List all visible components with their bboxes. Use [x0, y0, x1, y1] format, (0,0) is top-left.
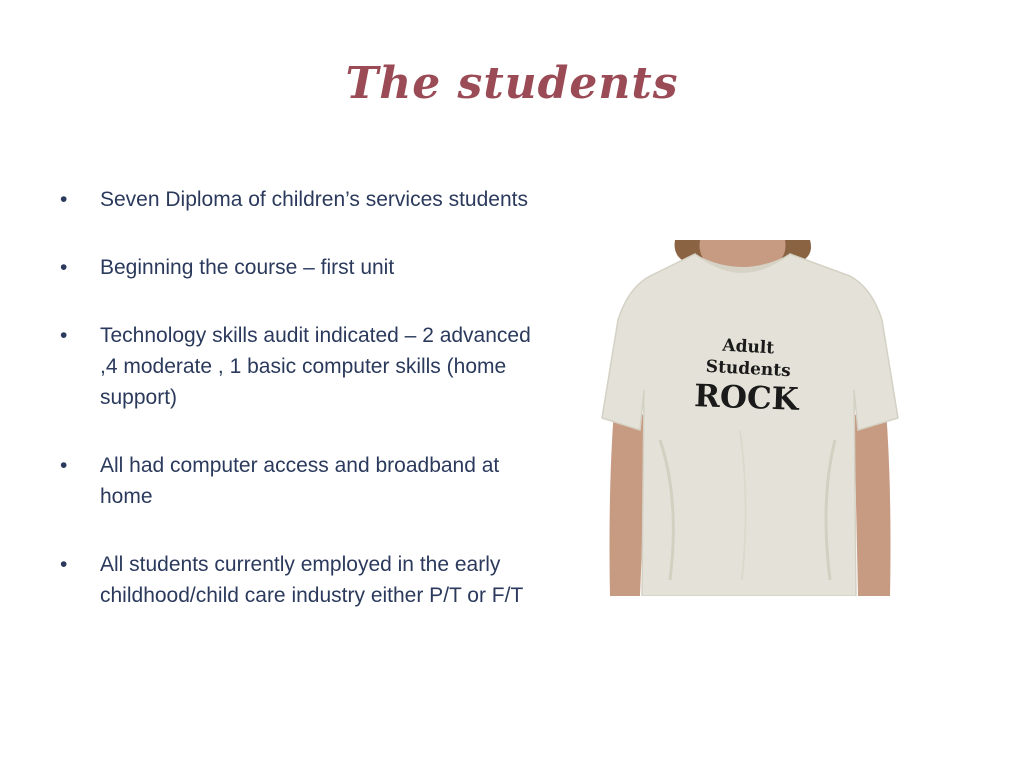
shirt-text-line-2: Students: [705, 356, 792, 382]
bullet-text: Beginning the course – first unit: [100, 256, 395, 279]
bullet-item: [60, 320, 540, 413]
slide-title: The students: [345, 58, 679, 109]
shirt-text-line-1: Adult: [721, 335, 775, 359]
shirt-text-line-3: ROCK: [693, 378, 800, 418]
bullet-item: [60, 252, 540, 283]
bullet-icon: •: [60, 188, 68, 211]
bullet-icon: •: [60, 324, 68, 347]
left-arm-shape: [610, 410, 647, 596]
bullet-icon: •: [60, 256, 68, 279]
bullet-item: [60, 184, 540, 215]
bullet-text: All had computer access and broadband at home: [100, 454, 500, 508]
bullet-text: Technology skills audit indicated – 2 advanced ,4 moderate , 1 basic computer skills (home support): [100, 324, 531, 409]
right-arm-shape: [854, 410, 891, 596]
bullet-text: All students currently employed in the early childhood/child care industry either P/T or F/T: [100, 553, 524, 607]
tshirt-illustration: [600, 240, 900, 596]
shirt-shape: [602, 254, 898, 596]
bullet-item: [60, 450, 540, 512]
bullet-text: Seven Diploma of children’s services students: [100, 188, 528, 211]
bullet-item: [60, 549, 540, 611]
bullet-list: [60, 184, 540, 648]
bullet-icon: •: [60, 454, 68, 477]
tshirt-photo: [600, 240, 900, 596]
bullet-icon: •: [60, 553, 68, 576]
